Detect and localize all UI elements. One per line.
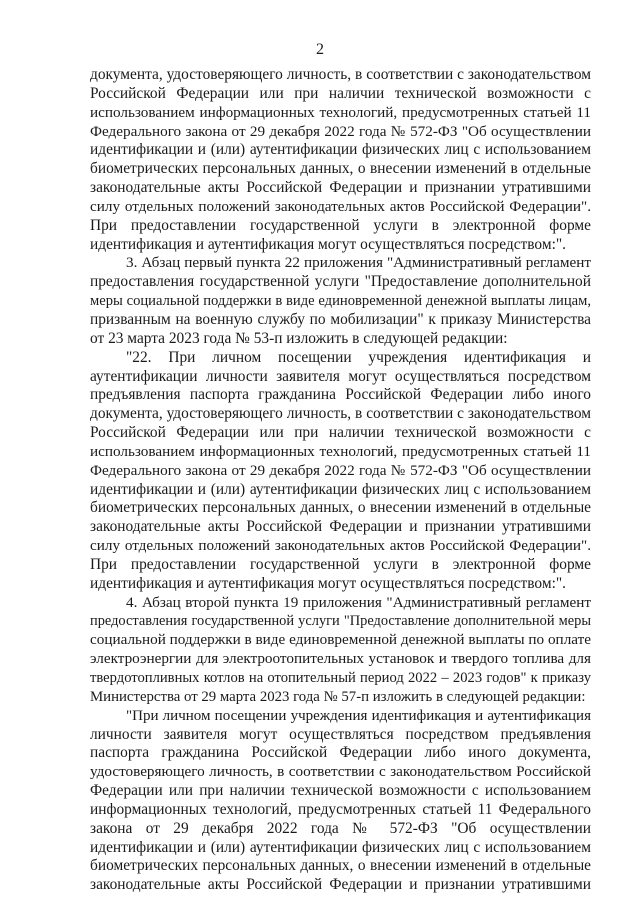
text-line: 4. Абзац второй пункта 19 приложения "Административный регламент: [126, 593, 591, 611]
text-line: личности заявителя могут осуществляться посредством предъявления: [90, 725, 591, 743]
page-number: 2: [316, 41, 324, 58]
text-line: информационных технологий, предусмотренных статьей 11 Федерального: [90, 800, 591, 818]
text-line: При предоставлении государственной услуги в электронной форме: [90, 555, 591, 573]
text-line: биометрических персональных данных, о внесении изменений в отдельные: [90, 857, 591, 875]
text-line: Министерства от 29 марта 2023 года № 57-п изложить в следующей редакции:: [90, 688, 586, 705]
text-line: призванным на военную службу по мобилизации" к приказу Министерства: [90, 310, 591, 328]
text-line: законодательные акты Российской Федерации и признании утратившими: [90, 518, 591, 536]
document-body: [90, 66, 591, 895]
text-line: законодательные акты Российской Федерации и признании утратившими: [90, 179, 591, 197]
text-line: использованием информационных технологий, предусмотренных статьей 11: [90, 442, 591, 460]
text-line: биометрических персональных данных, о внесении изменений в отдельные: [90, 160, 591, 178]
text-line: 3. Абзац первый пункта 22 приложения "Административный регламент: [126, 254, 591, 272]
text-line: Федерации или при наличии технической возможности с использованием: [90, 782, 591, 800]
text-line: идентификации и (или) аутентификации физических лиц с использованием: [90, 838, 591, 856]
text-line: от 23 марта 2023 года № 53-п изложить в следующей редакции:: [90, 329, 508, 347]
text-line: силу отдельных положений законодательных актов Российской Федерации".: [90, 197, 591, 215]
text-line: твердотопливных котлов на отопительный период 2022 – 2023 годов" к приказу: [90, 670, 591, 686]
text-line: законодательные акты Российской Федерации и признании утратившими: [90, 876, 591, 894]
text-line: Российской Федерации или при наличии технической возможности с: [90, 424, 591, 442]
text-line: закона от 29 декабря 2022 года № 572-ФЗ "Об осуществлении: [90, 819, 591, 837]
text-line: использованием информационных технологий, предусмотренных статьей 11: [90, 103, 591, 121]
text-line: идентификации и (или) аутентификации физических лиц с использованием: [90, 141, 591, 159]
text-line: предоставления государственной услуги "Предоставление дополнительной: [90, 273, 591, 291]
text-line: паспорта гражданина Российской Федерации либо иного документа,: [90, 744, 591, 762]
text-line: "При личном посещении учреждения идентификация и аутентификация: [126, 707, 591, 724]
text-line: документа, удостоверяющего личность, в соответствии с законодательством: [90, 66, 591, 83]
text-line: аутентификации личности заявителя могут осуществляться посредством: [90, 367, 591, 385]
text-line: электроэнергии для электроотопительных установок и твердого топлива для: [90, 650, 591, 668]
text-line: идентификация и аутентификация могут осуществляться посредством:".: [90, 235, 566, 253]
text-line: биометрических персональных данных, о внесении изменений в отдельные: [90, 499, 591, 517]
text-line: социальной поддержки в виде единовременной денежной выплаты по оплате: [90, 631, 591, 649]
text-line: При предоставлении государственной услуги в электронной форме: [90, 216, 591, 234]
text-line: удостоверяющего личность, в соответствии с законодательством Российской: [90, 763, 591, 781]
text-line: меры социальной поддержки в виде единовременной денежной выплаты лицам,: [90, 293, 591, 310]
text-line: идентификации и (или) аутентификации физических лиц с использованием: [90, 480, 591, 498]
text-line: силу отдельных положений законодательных актов Российской Федерации".: [90, 537, 591, 555]
text-line: предъявления паспорта гражданина Российской Федерации либо иного: [90, 386, 591, 404]
text-line: документа, удостоверяющего личность, в соответствии с законодательством: [90, 405, 591, 423]
text-line: Российской Федерации или при наличии технической возможности с: [90, 84, 591, 102]
text-line: Федерального закона от 29 декабря 2022 года № 572-ФЗ "Об осуществлении: [90, 122, 591, 140]
text-line: Федерального закона от 29 декабря 2022 года № 572-ФЗ "Об осуществлении: [90, 461, 591, 479]
text-line: предоставления государственной услуги "Предоставление дополнительной меры: [90, 613, 591, 630]
text-line: "22. При личном посещении учреждения идентификация и: [126, 348, 591, 366]
text-line: идентификация и аутентификация могут осуществляться посредством:".: [90, 574, 566, 592]
